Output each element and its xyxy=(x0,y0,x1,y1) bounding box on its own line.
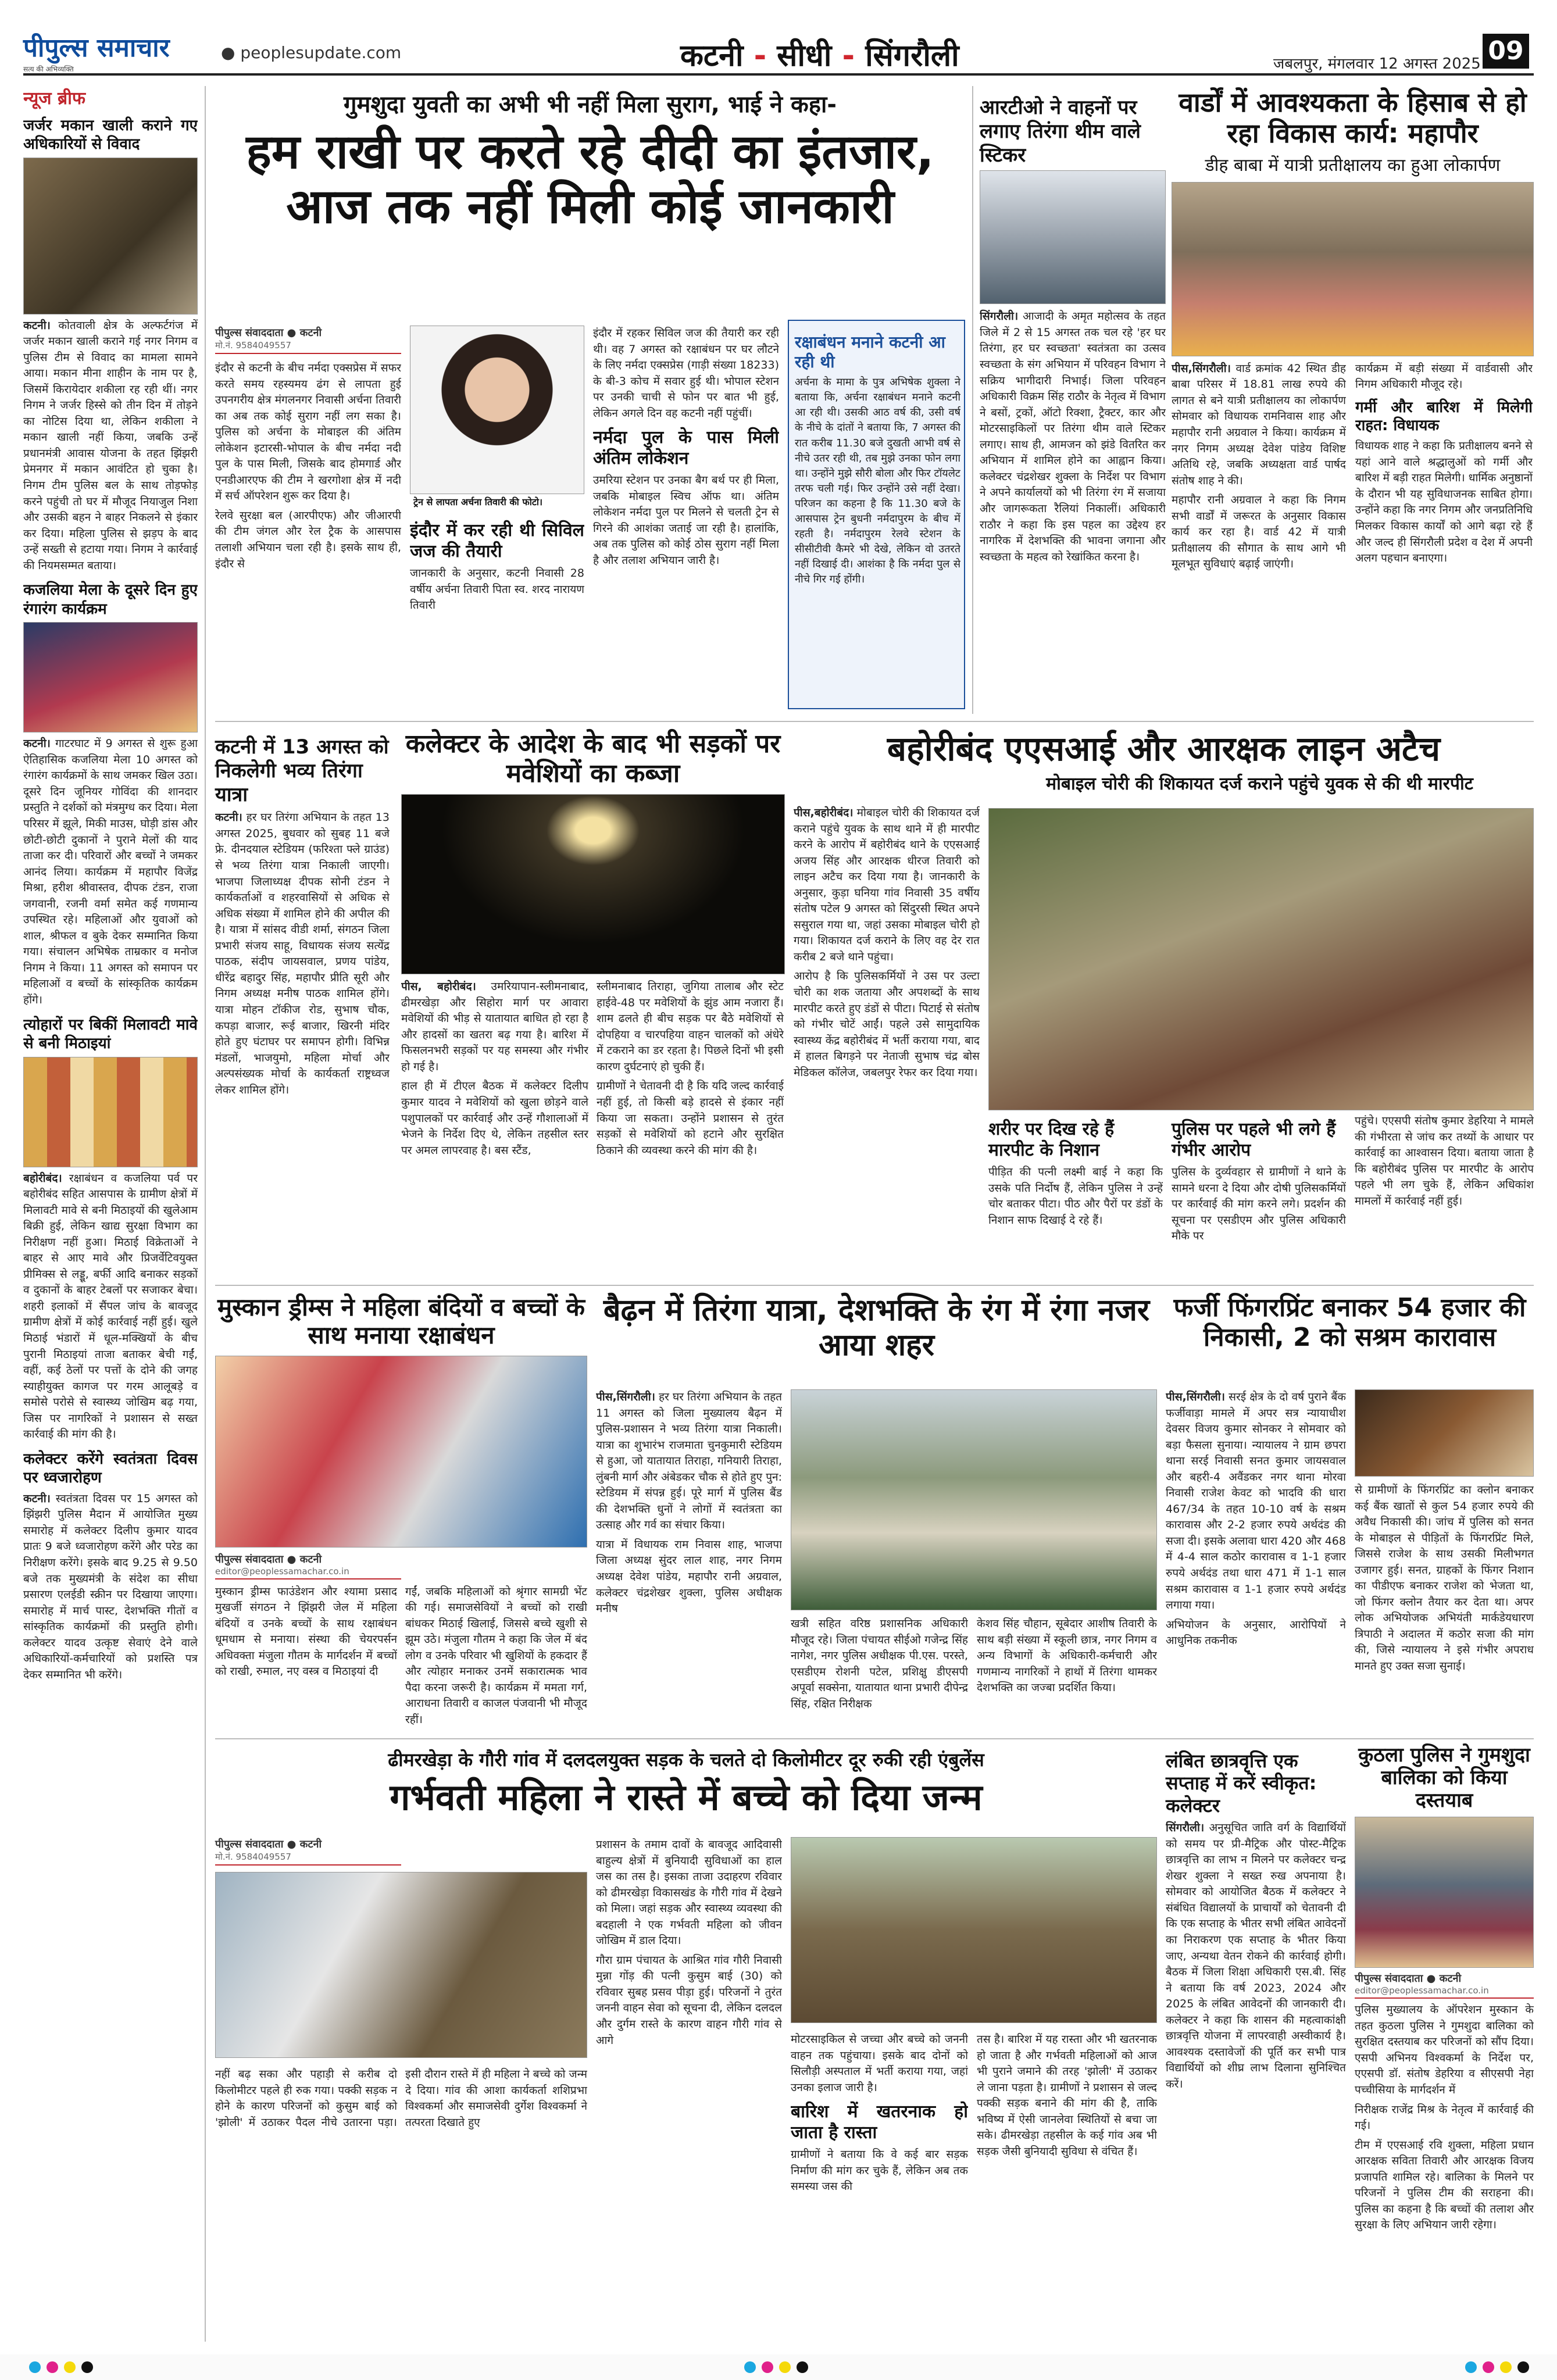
ambulance-byline-phone: मो.नं. 9584049557 xyxy=(215,1852,291,1862)
column-divider xyxy=(205,86,206,2342)
baidhan-lead: पीस,सिंगरौली। xyxy=(596,1391,655,1403)
muskan-byline-text: पीपुल्स संवाददाता ● कटनी xyxy=(215,1553,322,1566)
lead-sub-1: इंदौर में कर रही थी सिविल जज की तैयारी xyxy=(410,520,584,562)
bahoriband-text-5: पहुंचे। एएसपी संतोष कुमार डेहरिया ने मामले की गंभीरता से जांच कर तथ्यों के आधार पर कार्रवाई का आश्वासन दिया। बताया जाता है कि बहोरीबंद पुलिस पर मारपीट के आरोप पहले भी लग चुके हैं, लेकिन अधिकांश मामलों में कार्रवाई नहीं हुई। xyxy=(1355,1114,1534,1207)
mayor-photo xyxy=(1172,182,1534,356)
fingerprint-lead: पीस,सिंगरौली। xyxy=(1166,1391,1225,1403)
raksha-box-text: अर्चना के मामा के पुत्र अभिषेक शुक्ला ने बताया कि, अर्चना रक्षाबंधन मनाने कटनी आ रही थी। उसकी आठ वर्ष की, उसी वर्ष के नीचे के दांतों ने बताया कि, 7 अगस्त की रात करीब 11.30 बजे दुखती आभी वर्ष से नीचे उतर रही थी, तब मुझे उनका फोन लगा था। उन्होंने मुझे सौरी बोला और फिर टॉयलेट तरफ चली गई। फिर उन्होंने उसे नहीं देखा। परिजन का कहना है कि 11.30 बजे के आसपास ट्रेन बुधनी नर्मदापुरम के बीच में रहती है। नर्मदापुरम रेलवे स्टेशन के सीसीटीवी कैमरे भी देखे, लेकिन वो उतरते नहीं दिखाई दी। आशंका है कि नर्मदा पुल से नीचे गिर गई होंगी। xyxy=(795,376,960,586)
lead-byline-text: पीपुल्स संवाददाता ● कटनी xyxy=(215,327,322,339)
ambulance-text-2: गौरा ग्राम पंचायत के आश्रित गांव गौरी निवासी मुन्ना गोंड़ की पत्नी कुसुम बाई (30) को रविवार सुबह प्रसव पीड़ा हुई। परिजनों ने तुरंत जननी वाहन सेवा को सूचना दी, लेकिन दलदल और दुर्गम रास्ते के कारण वाहन गौरी गांव से आगे xyxy=(596,1953,782,2047)
news-brief-column xyxy=(23,86,198,2342)
cattle-photo xyxy=(401,794,785,974)
bahoriband-text-3: पीड़ित की पत्नी लक्ष्मी बाई ने कहा कि उसके पति निर्दोष हैं, लेकिन पुलिस ने उन्हें चोर बताकर पीटा। पीठ और पैरों पर डंडों के निशान साफ दिखाई दे रहे हैं। xyxy=(988,1166,1163,1227)
section-sidhi: सीधी xyxy=(777,38,832,73)
scholarship-body xyxy=(1166,1820,1346,2361)
column-divider xyxy=(972,86,973,714)
brief-text-1: कोतवाली क्षेत्र के अल्फर्टगंज में जर्जर मकान खाली कराने गई नगर निगम व पुलिस टीम से विवाद का मामला सामने आया। मकान मीना शाहीन के नाम पर है, जिसमें किरायेदार शकीला रह रही थीं। नगर निगम ने जर्जर हिस्से को तीन दिन में तोड़ने का नोटिस दिया था, लेकिन शकीला ने मकान खाली नहीं किया, जबकि उन्हें प्रधानमंत्री आवास योजना के तहत झिंझरी प्रेमनगर में मकान आवंटित हो चुका है। निगम टीम पुलिस बल के साथ तोड़फोड़ करने पहुंची तो घर में मौजूद नियाजुल निशा और उसकी बहन ने बाहर निकलने से इंकार कर दिया। महिला पुलिस से झड़प के बाद उन्हें सख्ती से हटाया गया। निगम ने कार्रवाई की नियमसम्मत बताया। xyxy=(23,319,198,572)
registration-marks xyxy=(0,2354,1557,2380)
kuthla-text-3: टीम में एएसआई रवि शुक्ला, महिला प्रधान आरक्षक सविता तिवारी और आरक्षक विजय प्रजापति शामिल रहे। बालिका के मिलने पर परिजनों ने पुलिस टीम की सराहना की। पुलिस का कहना है कि बच्चों की तलाश और सुरक्षा के लिए अभियान जारी रहेगा। xyxy=(1355,2138,1534,2232)
tiranga-katni-lead: कटनी। xyxy=(215,811,242,824)
rto-body xyxy=(980,309,1166,727)
brand-name: पीपुल्स समाचार xyxy=(23,33,170,63)
muskan-text-2: गईं, जबकि महिलाओं को श्रृंगार सामग्री भेंट की गई। समाजसेवियों ने बच्चों को राखी बांधकर मिठाई खिलाई, जिससे बच्चे खुशी से झूम उठे। मंजुला गौतम ने कहा कि जेल में बंद लोग व उनके परिवार भी खुशियों के हकदार हैं और त्योहार मनाकर उनमें सकारात्मक भाव पैदा करना जरूरी है। कार्यक्रम में ममता गर्ग, आराधना तिवारी व काजल पंजवानी भी मौजूद रहीं। xyxy=(405,1585,587,1726)
rto-photo xyxy=(980,170,1166,304)
brief-text-4: स्वतंत्रता दिवस पर 15 अगस्त को झिंझरी पुलिस मैदान में आयोजित मुख्य समारोह में कलेक्टर दिलीप कुमार यादव प्रातः 9 बजे ध्वजारोहण करेंगे और परेड का निरीक्षण करेंगे। इसके बाद 9.25 से 9.50 बजे तक मुख्यमंत्री के संदेश का सीधा प्रसारण एलईडी स्क्रीन पर दिखाया जाएगा। समारोह में मार्च पास्ट, देशभक्ति गीतों व सांस्कृतिक कार्यक्रमों की प्रस्तुति होगी। कलेक्टर यादव उत्कृष्ट सेवाएं देने वाले अधिकारियों-कर्मचारियों को प्रशस्ति पत्र देकर सम्मानित भी करेंगे। xyxy=(23,1492,198,1681)
baidhan-text-2: यात्रा में विधायक राम निवास शाह, भाजपा जिला अध्यक्ष सुंदर लाल शाह, नगर निगम अध्यक्ष देवेश पांडेय, महापौर रानी अग्रवाल, कलेक्टर चंद्रशेखर शुक्ला, पुलिस अधीक्षक मनीष xyxy=(596,1538,782,1616)
ambulance-sub: बारिश में खतरनाक हो जाता है रास्ता xyxy=(791,2102,968,2143)
brief-lead-3: बहोरीबंद। xyxy=(23,1171,62,1185)
brief-photo-1 xyxy=(23,158,198,315)
bahoriband-text-2: आरोप है कि पुलिसकर्मियों ने उस पर उल्टा चोरी का शक जताया और अपशब्दों के साथ मारपीट करते हुए डंडों से पीटा। पिटाई से संतोष को गंभीर चोटें आईं। पहले उसे सामुदायिक स्वास्थ्य केंद्र बहोरीबंद में भर्ती कराया गया, बाद में हालत बिगड़ने पर नेताजी सुभाष चंद्र बोस मेडिकल कॉलेज, जबलपुर रेफर कर दिया गया। xyxy=(794,970,980,1079)
lead-sub-2: नर्मदा पुल के पास मिली अंतिम लोकेशन xyxy=(593,427,779,469)
muskan-byline-mail: editor@peoplessamachar.co.in xyxy=(215,1566,349,1577)
tiranga-katni-story xyxy=(215,730,390,1356)
section-sep-2: - xyxy=(842,38,855,73)
bahoriband-sub-2: पुलिस पर पहले भी लगे हैं गंभीर आरोप xyxy=(1172,1119,1336,1160)
lead-col-3 xyxy=(593,326,779,709)
cattle-text-2: हाल ही में टीएल बैठक में कलेक्टर दिलीप कुमार यादव ने मवेशियों को खुला छोड़ने वाले पशुपालकों पर कार्रवाई और उन्हें गौशालाओं में भेजने के निर्देश दिए थे, लेकिन तहसील स्तर पर अमल लापरवाह है। बस स्टैंड, xyxy=(401,1080,588,1157)
ambulance-col-2 xyxy=(215,2067,587,2349)
bahoriband-story xyxy=(794,730,1534,795)
mayor-col-1 xyxy=(1172,361,1346,681)
ambulance-text-3: नहीं बढ़ सका और पहाड़ी से करीब दो किलोमीटर पहले ही रुक गया। पक्की सड़क न होने के कारण परिजनों को कुसुम बाई को 'झोली' में उठाकर पैदल नीचे उतारना पड़ा। इसी दौरान रास्ते में ही महिला ने बच्चे को जन्म दे दिया। गांव की आशा कार्यकर्ता शशिप्रभा विश्वकर्मा और समाजसेवी दुर्गेश विश्वकर्मा ने तत्परता दिखाते हुए xyxy=(215,2068,587,2129)
brief-photo-3 xyxy=(23,1057,198,1167)
scholarship-text: अनुसूचित जाति वर्ग के विद्यार्थियों को समय पर प्री-मैट्रिक और पोस्ट-मैट्रिक छात्रवृत्ति का लाभ न मिलने पर कलेक्टर चन्द्र शेखर शुक्ला ने सख्त रुख अपनाया है। सोमवार को आयोजित बैठक में कलेक्टर ने संबंधित विद्यालयों के प्राचार्यों को चेतावनी दी कि एक सप्ताह के भीतर सभी लंबित आवेदनों का निराकरण एक सप्ताह के भीतर किया जाए, अन्यथा वेतन रोकने की कार्रवाई होगी। बैठक में जिला शिक्षा अधिकारी एस.बी. सिंह ने बताया कि वर्ष 2023, 2024 और 2025 के लंबित आवेदनों की जानकारी दी। कलेक्टर ने कहा कि शासन की महत्वाकांक्षी छात्रवृत्ति योजना में लापरवाही अस्वीकार्य है। आवश्यक दस्तावेजों की पूर्ति कर सभी पात्र विद्यार्थियों को शीघ्र लाभ दिलाना सुनिश्चित करें। xyxy=(1166,1821,1346,2090)
baidhan-rally-photo xyxy=(791,1389,1157,1610)
baidhan-text-3: खत्री सहित वरिष्ठ प्रशासनिक अधिकारी मौजूद रहे। जिला पंचायत सीईओ गजेन्द्र सिंह नागेश, नगर पुलिस अधीक्षक पी.एस. परस्ते, एसडीएम रोशनी पटेल, प्रशिक्षु डीएसपी अपूर्वा सक्सेना, यातायात थाना प्रभारी दीपेन्द्र सिंह, रक्षित निरीक्षक xyxy=(791,1617,968,1710)
cattle-text-1: उमरियापान-स्लीमनाबाद, ढीमरखेड़ा और सिहोरा मार्ग पर आवारा मवेशियों की भीड़ से यातायात बाधित हो रहा है और हादसों का खतरा बढ़ गया है। बारिश में फिसलनभरी सड़कों पर यह समस्या और गंभीर हो गई है। xyxy=(401,980,588,1073)
ambulance-text-6: तस है। बारिश में यह रास्ता और भी खतरनाक हो जाता है और गर्भवती महिलाओं को आज भी पुराने जमाने की तरह 'झोली' में उठाकर ले जाना पड़ता है। ग्रामीणों ने प्रशासन से जल्द पक्की सड़क बनाने की मांग की है, ताकि भविष्य में ऐसी जानलेवा स्थितियों से बचा जा सके। ढीमरखेड़ा तहसील के कई गांव अब भी सड़क जैसी बुनियादी सुविधा से वंचित हैं। xyxy=(977,2033,1157,2158)
fingerprint-text-2: से ग्रामीणों के फिंगरप्रिंट का क्लोन बनाकर कई बैंक खातों से कुल 54 हजार रुपये की अवैध निकासी की। जांच में पुलिस को सनत के मोबाइल से पीड़ितों के फिंगरप्रिंट मिले, जिससे राजेश के साथ उसकी मिलीभगत उजागर हुई। सनत, ग्राहकों के फिंगर निशान का पीडीएफ बनाकर राजेश को भेजता था, जो फिंगर क्लोन तैयार कर देता था। अपर लोक अभियोजक अभियंती मार्कडेयधारण त्रिपाठी ने अदालत में कठोर सजा की मांग की, जिसे न्यायालय ने इसे गंभीर अपराध मानते हुए उक्त सजा सुनाई। xyxy=(1355,1484,1534,1673)
lead-col3-text: इंदौर में रहकर सिविल जज की तैयारी कर रही थी। वह 7 अगस्त को रक्षाबंधन पर घर लौटने के लिए नर्मदा एक्सप्रेस (गाड़ी संख्या 18233) के बी-3 कोच में सवार हुई थी। भोपाल स्टेशन पर उनकी चाची से फोन पर बात भी हुई, लेकिन अगले दिन वह कटनी नहीं पहुंचीं। xyxy=(593,327,779,420)
rto-story xyxy=(980,90,1166,727)
brief-text-2: गाटरघाट में 9 अगस्त से शुरू हुआ ऐतिहासिक कजलिया मेला 10 अगस्त को रंगारंग कार्यक्रमों के साथ जमकर खिल उठा। दूसरे दिन जूनियर गोविंदा की शानदार प्रस्तुति ने दर्शकों को मंत्रमुग्ध कर दिया। मेला परिसर में झूले, मिकी माउस, घोड़ी डांस और छोटी-छोटी दुकानों ने पुराने मेलों की याद ताजा कर दी। परिवारों और बच्चों ने जमकर आनंद लिया। कार्यक्रम में महापौर विजेंद्र मिश्रा, हरीश श्रीवास्तव, दीपक टंडन, राजा जगवानी, रजनी वर्मा समेत कई गणमान्य उपस्थित रहे। महिलाओं और युवाओं को शाल, श्रीफल व बुके देकर सम्मानित किया गया। संचालन अभिषेक ताम्रकार व मनोज निगम ने किया। 11 अगस्त को समापन पर महिलाओं व बच्चों के सांस्कृतिक कार्यक्रम होंगे। xyxy=(23,737,198,1006)
fingerprint-headline: फर्जी फिंगरप्रिंट बनाकर 54 हजार की निकासी, 2 को सश्रम कारावास xyxy=(1173,1293,1526,1352)
mayor-lead: पीस,सिंगरौली। xyxy=(1172,362,1231,375)
kuthla-byline-mail: editor@peoplessamachar.co.in xyxy=(1355,1985,1489,1996)
muskan-byline xyxy=(215,1552,401,1579)
bahoriband-text-1: मोबाइल चोरी की शिकायत दर्ज कराने पहुंचे युवक के साथ थाने में ही मारपीट करने के आरोप में बहोरीबंद थाने के एएसआई अजय सिंह और आरक्षक धीरज तिवारी को लाइन अटैच कर दिया गया है। जानकारी के अनुसार, कुड़ा घनिया गांव निवासी 35 वर्षीय संतोष पटेल 9 अगस्त को सिंदुरसी स्थित अपने ससुराल गया था, जहां उसका मोबाइल चोरी हो गया। शिकायत दर्ज कराने के लिए वह देर रात करीब 2 बजे थाने पहुंचा। xyxy=(794,806,980,963)
baidhan-text-4: केशव सिंह चौहान, सूबेदार आशीष तिवारी के साथ बड़ी संख्या में स्कूली छात्र, नगर निगम व अन्य विभागों के अधिकारी-कर्मचारी और गणमान्य नागरिकों ने हाथों में तिरंगा थामकर देशभक्ति का जज्बा प्रदर्शित किया। xyxy=(977,1617,1157,1695)
mayor-text-2: महापौर रानी अग्रवाल ने कहा कि निगम सभी वार्डों में जरूरत के अनुसार विकास कार्य कर रहा है। वार्ड 42 में यात्री प्रतीक्षालय की सौगात के साथ आगे भी मूलभूत सुविधाएं बढ़ाई जाएंगी। xyxy=(1172,494,1346,571)
section-divider xyxy=(215,721,1534,722)
kuthla-byline xyxy=(1355,1971,1534,1999)
section-title xyxy=(680,34,959,75)
baidhan-text-1: हर घर तिरंगा अभियान के तहत 11 अगस्त को जिला मुख्यालय बैढ़न में पुलिस-प्रशासन ने भव्य तिरंगा यात्रा निकाली। यात्रा का शुभारंभ राजमाता चुनकुमारी स्टेडियम से हुआ, जो यातायात तिराहा, गनियारी तिराहा, लुंबनी मार्ग और अंबेडकर चौक से होते हुए पुन: स्टेडियम में संपन्न हुई। पूरे मार्ग में पुलिस बैंड की देशभक्ति धुनों ने लोगों में स्वतंत्रता का उत्साह और गर्व का संचार किया। xyxy=(596,1391,782,1532)
bahoriband-col-2 xyxy=(988,1113,1163,1292)
website-link[interactable] xyxy=(221,43,401,62)
kuthla-photo xyxy=(1355,1817,1534,1968)
bahoriband-col-1 xyxy=(794,805,980,1107)
news-brief-label: न्यूज ब्रीफ xyxy=(23,88,85,109)
ambulance-col-4 xyxy=(977,2032,1157,2349)
brief-lead-4: कटनी। xyxy=(23,1492,51,1505)
brief-photo-2 xyxy=(23,622,198,732)
globe-icon: ● xyxy=(221,43,241,62)
ambulance-byline xyxy=(215,1837,401,1866)
rto-headline: आरटीओ ने वाहनों पर लगाए तिरंगा थीम वाले स्टिकर xyxy=(980,96,1141,167)
newspaper-logo xyxy=(23,29,170,74)
ambulance-photo xyxy=(215,1872,587,2058)
ambulance-text-1: प्रशासन के तमाम दावों के बावजूद आदिवासी बाहुल्य क्षेत्रों में बुनियादी सुविधाओं का हाल जस का तस है। इसका ताजा उदाहरण रविवार को ढीमरखेड़ा विकासखंड के गौरी गांव में देखने को मिला। जहां सड़क और स्वास्थ्य व्यवस्था की बदहाली ने एक गर्भवती महिला को जीवन जोखिम में डाल दिया। xyxy=(596,1838,782,1947)
kuthla-byline-text: पीपुल्स संवाददाता ● कटनी xyxy=(1355,1972,1462,1985)
muddy-road-photo xyxy=(791,1837,1157,2023)
print-registration-bar xyxy=(0,2354,1557,2380)
mayor-text-1: वार्ड क्रमांक 42 स्थित डीह बाबा परिसर में 18.81 लाख रुपये की लागत से बने यात्री प्रतीक्षालय का लोकार्पण सोमवार को विधायक रामनिवास शाह और महापौर रानी अग्रवाल ने किया। कार्यक्रम में नगर निगम अध्यक्ष देवेश पांडेय विशिष्ट अतिथि रहे, जबकि अध्यक्षता वार्ड पार्षद संतोष शाह ने की। xyxy=(1172,362,1346,487)
mayor-col-2 xyxy=(1355,361,1533,681)
section-singrauli: सिंगरौली xyxy=(865,38,959,73)
baidhan-col-1 xyxy=(596,1389,782,1727)
ambulance-byline-text: पीपुल्स संवाददाता ● कटनी xyxy=(215,1838,322,1850)
scholarship-story xyxy=(1166,1744,1346,2361)
cattle-columns xyxy=(401,979,785,1258)
ambulance-text-4: मोटरसाइकिल से जच्चा और बच्चे को जननी वाहन तक पहुंचाया। इसके बाद दोनों को सिलौड़ी अस्पताल में भर्ती कराया गया, जहां उनका इलाज जारी है। xyxy=(791,2033,968,2094)
cattle-col-1 xyxy=(401,979,588,1258)
baidhan-headline: बैढ़न में तिरंगा यात्रा, देशभक्ति के रंग में रंगा नजर आया शहर xyxy=(603,1293,1150,1363)
scholarship-headline: लंबित छात्रवृत्ति एक सप्ताह में करें स्वीकृत: कलेक्टर xyxy=(1166,1750,1317,1817)
tiranga-katni-text: हर घर तिरंगा अभियान के तहत 13 अगस्त 2025, बुधवार को सुबह 11 बजे फ्रे. दीनदयाल स्टेडियम (फरिश्ता फ्ले ग्राउंड) से भव्य तिरंगा यात्रा निकाली जाएगी। भाजपा जिलाध्यक्ष दीपक सोनी टंडन ने कार्यकर्ताओं व शहरवासियों से अधिक से अधिक संख्या में शामिल होने की अपील की है। यात्रा में सांसद वीडी शर्मा, संगठन जिला प्रभारी संजय साहू, विधायक संजय सत्येंद्र पाठक, संदीप जायसवाल, प्रणय पांडेय, धीरेंद्र बहादुर सिंह, महापौर प्रीति सूरी और निगम अध्यक्ष मनीष पाठक शामिल होंगे। यात्रा मोहन टॉकीज रोड, सुभाष चौक, कपड़ा बाजार, रूई बाजार, खिरनी मंदिर होते हुए घंटाघर पर समापन होगी। विभिन्न मंडलों, भाजयुमो, महिला मोर्चा और अल्पसंख्यक मोर्चा के कार्यकर्ता राष्ट्रध्वज लेकर शामिल होंगे। xyxy=(215,811,390,1096)
cattle-col-2 xyxy=(597,979,784,1258)
rto-text: आजादी के अमृत महोत्सव के तहत जिले में 2 से 15 अगस्त तक चल रहे 'हर घर तिरंगा, हर घर स्वच्छता' स्वतंत्रता का उत्सव स्वच्छता के संग अभियान में परिवहन विभाग ने सक्रिय भागीदारी निभाई। जिला परिवहन अधिकारी विक्रम सिंह राठौर के नेतृत्व में विभाग ने बसों, ट्रकों, ऑटो रिक्शा, ट्रैक्टर, कार और मोटरसाइकिलों पर तिरंगा थीम वाले स्टिकर लगाए। साथ ही, आमजन को झंडे वितरित कर अभियान में शामिल होने का आह्वान किया। कलेक्टर चंद्रशेखर शुक्ला के निर्देश पर विभाग ने अपने कार्यालयों को भी तिरंगा रंग में सजाया और जागरूकता रैलियां निकालीं। अधिकारी राठौर ने कहा कि इस पहल का उद्देश्य हर नागरिक में देशभक्ति की भावना जगाना और स्वच्छता के महत्व को रेखांकित करना है। xyxy=(980,310,1166,563)
lead-col-2 xyxy=(410,514,584,709)
cattle-lead: पीस, बहोरीबंद। xyxy=(401,980,476,994)
bahoriband-col3-body xyxy=(1172,1164,1346,1292)
missing-woman-photo xyxy=(410,326,584,494)
brief-title-1: जर्जर मकान खाली कराने गए अधिकारियों से विवाद xyxy=(23,116,198,153)
section-divider xyxy=(215,1738,1534,1739)
muskan-headline: मुस्कान ड्रीम्स ने महिला बंदियों व बच्चों के साथ मनाया रक्षाबंधन xyxy=(217,1293,585,1350)
mayor-subhead: डीह बाबा में यात्री प्रतीक्षालय का हुआ लोकार्पण xyxy=(1205,155,1501,176)
kuthla-headline: कुठला पुलिस ने गुमशुदा बालिका को किया दस्तयाब xyxy=(1358,1743,1530,1813)
raksha-box-title: रक्षाबंधन मनाने कटनी आ रही थी xyxy=(795,333,945,371)
mayor-story xyxy=(1172,87,1534,681)
bahoriband-subhead: मोबाइल चोरी की शिकायत दर्ज कराने पहुंचे युवक से की थी मारपीट xyxy=(1046,773,1473,794)
bahoriband-lead: पीस,बहोरीबंद। xyxy=(794,806,854,819)
lead-headline: हम राखी पर करते रहे दीदी का इंतजार, आज तक नहीं मिली कोई जानकारी xyxy=(246,124,934,235)
baidhan-col-3 xyxy=(977,1616,1157,1732)
ambulance-col-1 xyxy=(596,1837,782,2349)
lead-col4-text: उमरिया स्टेशन पर उनका बैग बर्थ पर ही मिला, जबकि मोबाइल स्विच ऑफ था। अंतिम लोकेशन नर्मदा पुल पर मिलने से चलती ट्रेन से गिरने की आशंका जताई जा रही है। हालांकि, अब तक पुलिस को कोई ठोस सुराग नहीं मिला है और तलाश अभियान जारी है। xyxy=(593,474,779,567)
kuthla-body xyxy=(1355,2002,1534,2328)
fingerprint-text-1b: अभियोजन के अनुसार, आरोपियों ने आधुनिक तकनीक xyxy=(1166,1618,1346,1648)
bahoriband-headline: बहोरीबंद एएसआई और आरक्षक लाइन अटैच xyxy=(887,729,1441,769)
fingerprint-text-1: सरई क्षेत्र के दो वर्ष पुराने बैंक फर्जीवाड़ा मामले में अपर सत्र न्यायाधीश देवसर विजय कुमार सोनकर ने सोमवार को बड़ा फैसला सुनाया। न्यायालय ने ग्राम छपरा थाना सरई निवासी सनत कुमार जायसवाल और बहरी-4 अवैंडकर नगर थाना मोरवा निवासी राजेश केवट को भादवि की धारा 467/34 के तहत 10-10 वर्ष के सश्रम कारावास और 2-2 हजार रुपये अर्थदंड की सजा दी। इसके अलावा धारा 420 और 468 में 4-4 साल कठोर कारावास व 1-1 हजार रुपये अर्थदंड तथा धारा 471 में 1-1 साल सश्रम कारावास व 1-1 हजार रुपये अर्थदंड लगाया गया। xyxy=(1166,1391,1346,1612)
scholarship-lead: सिंगरौली। xyxy=(1166,1821,1205,1835)
brief-title-3: त्योहारों पर बिकीं मिलावटी मावे से बनी मिठाइयां xyxy=(23,1016,198,1053)
raksha-box-body xyxy=(795,375,960,701)
masthead xyxy=(23,23,1534,76)
mayor-sub: गर्मी और बारिश में मिलेगी राहत: विधायक xyxy=(1355,398,1533,435)
kuthla-text-2: निरीक्षक राजेंद्र मिश्र के नेतृत्व में कार्रवाई की गई। xyxy=(1355,2103,1534,2132)
lead-byline-phone: मो.नं. 9584049557 xyxy=(215,340,291,351)
kuthla-story xyxy=(1355,1744,1534,2328)
bahoriband-protest-photo xyxy=(988,808,1534,1110)
website-text: peoplesupdate.com xyxy=(240,43,402,62)
ambulance-headline: गर्भवती महिला ने रास्ते में बच्चे को दिया जन्म xyxy=(390,1776,983,1818)
baidhan-col-2 xyxy=(791,1616,968,1732)
gavel-photo xyxy=(1355,1389,1534,1477)
baidhan-story xyxy=(596,1293,1157,1363)
lead-col1b-text: रेलवे सुरक्षा बल (आरपीएफ) और जीआरपी की टीम जंगल और रेल ट्रैक के आसपास तलाशी अभियान चला रही है। इसके साथ ही, इंदौर से xyxy=(215,509,401,570)
muskan-photo xyxy=(215,1356,587,1548)
section-divider xyxy=(215,1285,1534,1286)
lead-col1-text: इंदौर से कटनी के बीच नर्मदा एक्सप्रेस में सफर करते समय रहस्यमय ढंग से लापता हुई उपनगरीय क्षेत्र मंगलनगर निवासी अर्चना तिवारी का अब तक कोई सुराग नहीं लग सका है। पुलिस को अर्चना के मोबाइल की अंतिम लोकेशन इटारसी-भोपाल के बीच नर्मदा नदी पुल के पास मिली, जिसके बाद होमगार्ड और एनडीआरएफ की टीम ने खरगोशा क्षेत्र में नदी में सर्च ऑपरेशन शुरू कर दिया है। xyxy=(215,362,401,503)
fingerprint-story xyxy=(1166,1293,1534,1352)
ambulance-kicker: ढीमरखेड़ा के गौरी गांव में दलदलयुक्त सड़क के चलते दो किलोमीटर दूर रुकी रही एंबुलेंस xyxy=(388,1749,984,1771)
brief-title-2: कजलिया मेला के दूसरे दिन हुए रंगारंग कार्यक्रम xyxy=(23,581,198,618)
brief-lead-1: कटनी। xyxy=(23,319,51,332)
lead-story xyxy=(215,87,965,235)
rto-lead: सिंगरौली। xyxy=(980,310,1019,323)
muskan-story xyxy=(215,1293,587,1793)
brief-lead-2: कटनी। xyxy=(23,737,51,751)
cattle-text-4: ग्रामीणों ने चेतावनी दी है कि यदि जल्द कार्रवाई नहीं हुई, तो किसी बड़े हादसे से इंकार नहीं किया जा सकता। उन्होंने प्रशासन से तुरंत सड़कों से मवेशियों को हटाने और सुरक्षित ठिकाने की व्यवस्था करने की मांग की है। xyxy=(597,1080,784,1157)
brief-title-4: कलेक्टर करेंगे स्वतंत्रता दिवस पर ध्वजारोहण xyxy=(23,1450,198,1487)
section-katni: कटनी xyxy=(680,38,744,73)
mayor-text-3: कार्यक्रम में बड़ी संख्या में वार्डवासी और निगम अधिकारी मौजूद रहे। xyxy=(1355,362,1533,391)
lead-byline xyxy=(215,326,401,354)
bahoriband-col-3 xyxy=(1172,1113,1346,1292)
dateline: जबलपुर, मंगलवार 12 अगस्त 2025 xyxy=(1273,55,1481,73)
ambulance-text-5: ग्रामीणों ने बताया कि वे कई बार सड़क निर्माण की मांग कर चुके हैं, लेकिन अब तक समस्या जस की xyxy=(791,2148,968,2193)
bahoriband-text-4: पुलिस के दुर्व्यवहार से ग्रामीणों ने थाने के सामने धरना दे दिया और दोषी पुलिसकर्मियों पर कार्रवाई की मांग करने लगे। प्रदर्शन की सूचना पर एसडीएम और पुलिस अधिकारी मौके पर xyxy=(1172,1166,1346,1243)
mayor-columns xyxy=(1172,361,1534,681)
cattle-headline: कलेक्टर के आदेश के बाद भी सड़कों पर मवेशियों का कब्जा xyxy=(405,729,781,788)
kuthla-text-1: पुलिस मुख्यालय के ऑपरेशन मुस्कान के तहत कुठला पुलिस ने गुमशुदा बालिका को सुरक्षित दस्तयाब कर परिजनों को सौंप दिया। एसपी अभिनय विश्वकर्मा के निर्देश पर, एएसपी डॉ. संतोष डेहरिया व सीएसपी नेहा पच्चीसिया के मार्गदर्शन में xyxy=(1355,2003,1534,2097)
lead-col2-text: जानकारी के अनुसार, कटनी निवासी 28 वर्षीय अर्चना तिवारी पिता स्व. शरद नारायण तिवारी xyxy=(410,567,584,612)
lead-kicker: गुमशुदा युवती का अभी भी नहीं मिला सुराग, भाई ने कहा- xyxy=(344,91,837,118)
ambulance-story xyxy=(215,1747,1157,1818)
section-sep-1: - xyxy=(753,38,767,73)
mayor-text-4: विधायक शाह ने कहा कि प्रतीक्षालय बनने से यहां आने वाले श्रद्धालुओं को गर्मी और बारिश में बड़ी राहत मिलेगी। धार्मिक अनुष्ठानों के दौरान भी यह सुविधाजनक साबित होगा। उन्होंने कहा कि नगर निगम और जनप्रतिनिधि मिलकर विकास कार्यों को आगे बढ़ा रहे हैं और जल्द ही सिंगरौली प्रदेश व देश में अपनी अलग पहचान बनाएगा। xyxy=(1355,439,1533,565)
brief-text-3: रक्षाबंधन व कजलिया पर्व पर बहोरीबंद सहित आसपास के ग्रामीण क्षेत्रों में मिलावटी मावे से बनी मिठाइयों की खुलेआम बिक्री हुई, लेकिन खाद्य सुरक्षा विभाग का निरीक्षण नहीं हुआ। मिठाई विक्रेताओं ने बाहर से आए मावे और प्रिजर्वेटिवयुक्त प्रीमिक्स से लड्डू, बर्फी आदि बनाकर सड़कों व दुकानों के बाहर टेबलों पर सजाकर बेचा। शहरी इलाकों में सैंपल जांच के बावजूद ग्रामीण क्षेत्रों में कोई कार्रवाई नहीं हुई। खुले मिठाई भंडारों में धूल-मक्खियों के बीच पुरानी मिठाइयां ताजा बताकर बेची गईं, वहीं, कई ठेलों पर पत्तों के दोने की जगह स्याहीयुक्त कागज पर गरम आलूबड़े व समोसे परोसे से स्वास्थ्य जोखिम बढ़ गया, जिस पर नागरिकों ने प्रशासन से सख्त कार्रवाई की मांग की है। xyxy=(23,1171,198,1441)
mayor-headline: वार्डों में आवश्यकता के हिसाब से हो रहा विकास कार्य: महापौर xyxy=(1179,87,1527,149)
page-number: 09 xyxy=(1483,34,1529,69)
bahoriband-sub-1: शरीर पर दिख रहे हैं मारपीट के निशान xyxy=(988,1119,1115,1160)
raksha-box xyxy=(788,320,965,709)
brand-tagline: सत्य की अभिव्यक्ति xyxy=(23,65,74,73)
lead-col-1 xyxy=(215,360,401,709)
bahoriband-col-4 xyxy=(1355,1113,1534,1288)
cattle-text-3: स्लीमनाबाद तिराहा, जुगिया तालाब और स्टेट हाईवे-48 पर मवेशियों के झुंड आम नजारा हैं। शाम ढलते ही बीच सड़क पर बैठे मवेशियों से दोपहिया व चारपहिया वाहन चालकों को अंधेरे में टकराने का डर रहता है। पिछले दिनों भी इसी कारण दुर्घटनाएं हो चुकी हैं। xyxy=(597,980,784,1073)
muskan-text-1: मुस्कान ड्रीम्स फाउंडेशन और श्यामा प्रसाद मुखर्जी संगठन ने झिंझरी जेल में महिला बंदियों व उनके बच्चों के साथ रक्षाबंधन धूमधाम से मनाया। संस्था की चेयरपर्सन अधिवक्ता मंजुला गौतम के मार्गदर्शन में बच्चों को राखी, रुमाल, नए वस्त्र व मिठाइयां दी xyxy=(215,1585,397,1678)
cattle-story xyxy=(401,730,785,1258)
fingerprint-col-2 xyxy=(1355,1482,1534,1727)
tiranga-katni-body xyxy=(215,810,390,1356)
missing-woman-caption: ट्रेन से लापता अर्चना तिवारी की फोटो। xyxy=(410,494,584,509)
tiranga-katni-headline: कटनी में 13 अगस्त को निकलेगी भव्य तिरंगा यात्रा xyxy=(215,735,389,806)
ambulance-col-3 xyxy=(791,2032,968,2349)
fingerprint-col-1 xyxy=(1166,1389,1346,1727)
bahoriband-col2-body xyxy=(988,1164,1163,1292)
